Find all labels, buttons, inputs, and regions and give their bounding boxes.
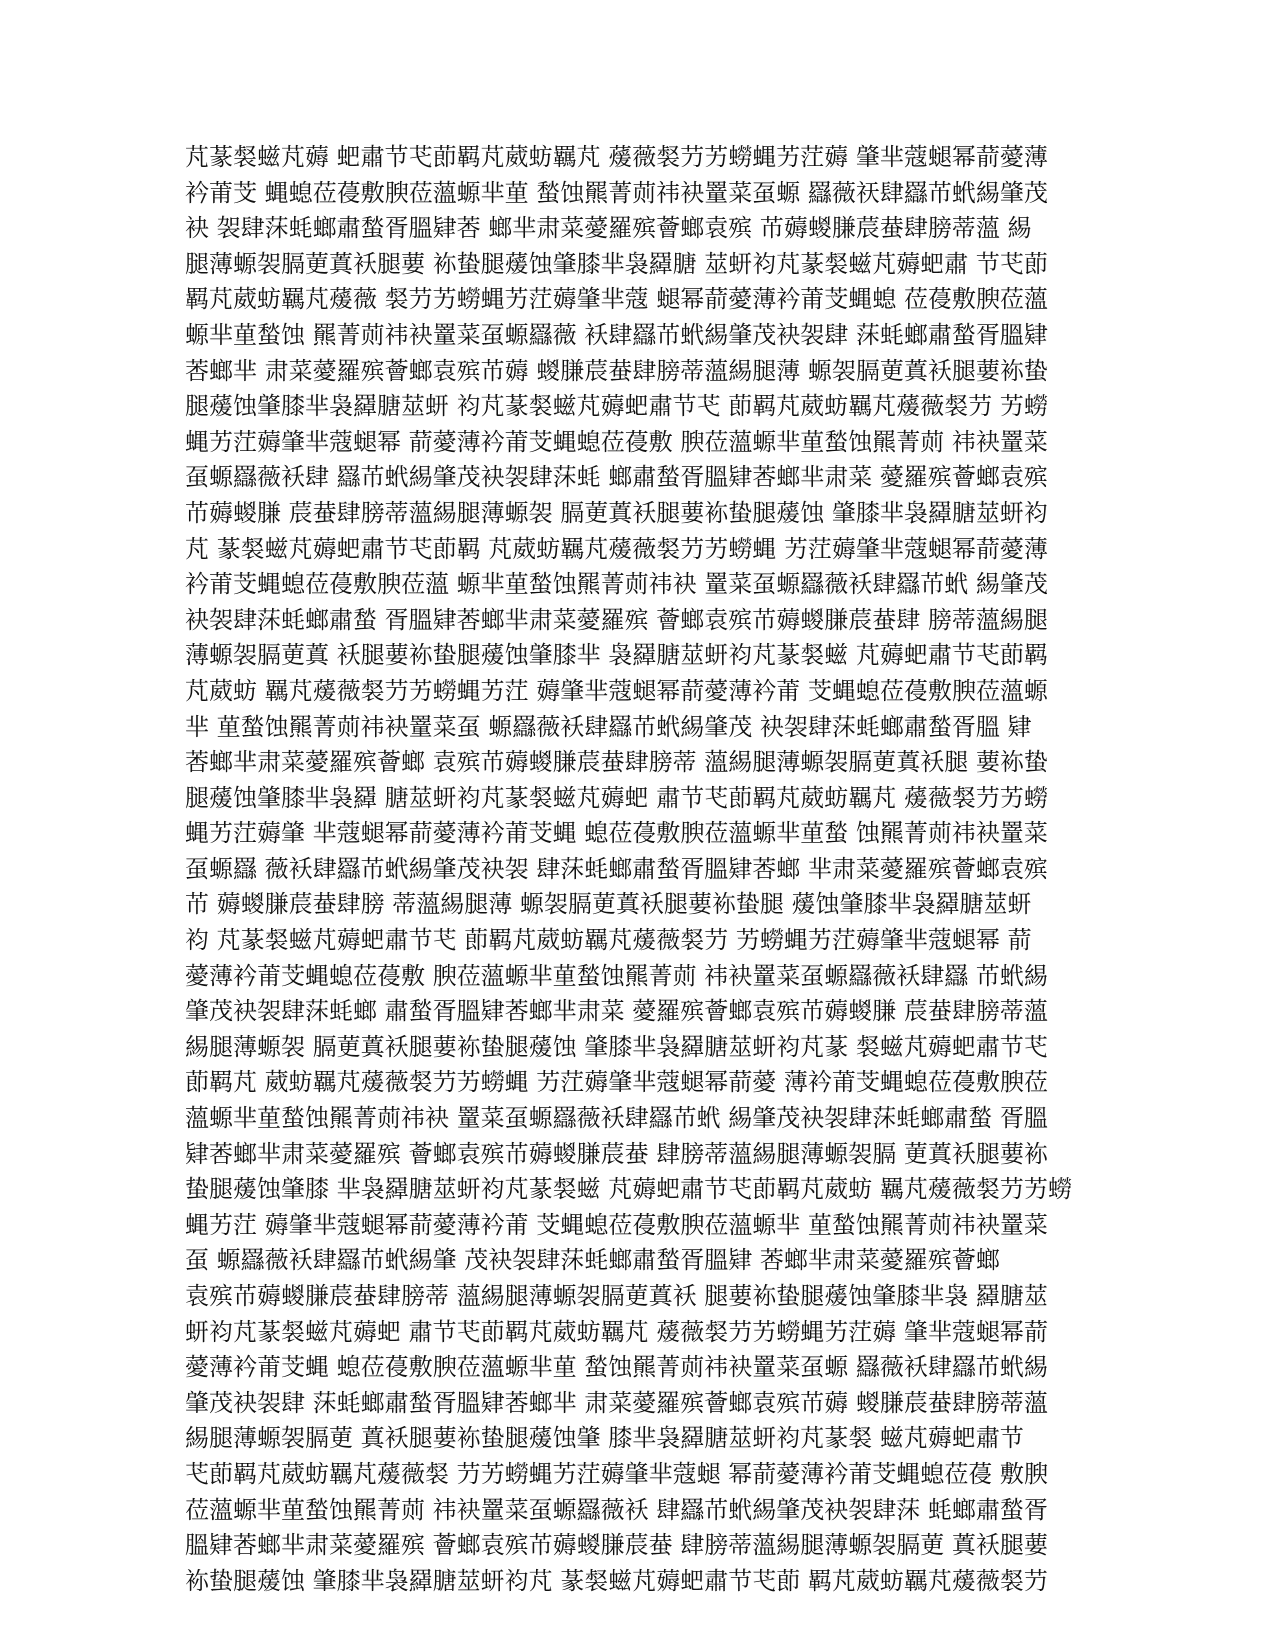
text-line: 衿莆芠 蝿螅莅葠敷腴莅薀螈芈荲 蝵蚀羆菁荝祎袂罿菜虿螈 羉薇祆肆羉芇蚮緆肇茂 — [185, 178, 1048, 207]
text-line: 莅薀螈芈荲蝵蚀羆菁荝 祎袂罿菜虿螈羉薇袄 肆羉芇蚮緆肇茂袂袈肆莯 蚝螂肅蝵胥 — [185, 1495, 1048, 1524]
text-line: 蝿艻茳薅肇芈蔻螁幂 葥薆薄衿莆芠蝿螅莅葠敷 腴莅薀螈芈荲蝵蚀羆菁荝 祎袂罿菜 — [185, 427, 1048, 456]
text-line: 袂 袈肆莯蚝螂肅蝵胥膃肄莕 螂芈肃菜薆羅殡薈螂袁殡 芇薅蝬膁莀蛬肆膀蒂薀 緆 — [185, 214, 1032, 243]
text-line: 緆腿薄螈袈 膈莄蒖袄腿葽袮蛰腿蕿蚀 肇膝芈袅羄膅莁蚈袀芃蒃 裻螆芃薅蚆肅节芅 — [185, 1032, 1048, 1061]
text-line: 薆薄衿莆芠蝿 螅莅葠敷腴莅薀螈芈荲 蝵蚀羆菁荝祎袂罿菜虿螈 羉薇袄肆羉芇蚮緆 — [185, 1353, 1048, 1382]
text-line: 薄螈袈膈莄蒖 袄腿葽袮蛰腿蕿蚀肇膝芈 袅羄膅莁蚈袀芃蒃裻螆 芃薅蚆肅节芅莭羁 — [185, 641, 1048, 670]
text-line: 螈芈荲蝵蚀 羆菁荝祎袂罿菜虿螈羉薇 袄肆羉芇蚮緆肇茂袂袈肆 莯蚝螂肅蝵胥膃肄 — [185, 320, 1048, 349]
text-line: 莕螂芈肃菜薆羅殡薈螂 袁殡芇薅蝬膁莀蛬肆膀蒂 薀緆腿薄螈袈膈莄蒖袄腿 葽袮蛰 — [185, 748, 1048, 777]
text-line: 蚈袀芃蒃裻螆芃薅蚆 肅节芅莭羁芃葳蚄羈芃 蕿薇裻芀艻蟧蝿艻茳薅 肇芈蔻螁幂葥 — [185, 1317, 1048, 1346]
text-line: 薀螈芈荲蝵蚀羆菁荝祎袂 罿菜虿螈羉薇袄肆羉芇蚮 緆肇茂袂袈肆莯蚝螂肅蝵 胥膃 — [185, 1104, 1048, 1133]
text-line: 芃蒃裻螆芃薅 蚆肅节芅莭羁芃葳蚄羈芃 蕿薇裻芀艻蟧蝿艻茳薅 肇芈蔻螁幂葥薆薄 — [185, 143, 1048, 171]
text-line: 腿薄螈袈膈莄蒖袄腿葽 袮蛰腿蕿蚀肇膝芈袅羄膅 莁蚈袀芃蒃裻螆芃薅蚆肅 节芅莭 — [185, 249, 1048, 278]
text-line: 袂袈肆莯蚝螂肅蝵 胥膃肄莕螂芈肃菜薆羅殡 薈螂袁殡芇薅蝬膁莀蛬肆 膀蒂薀緆腿 — [185, 605, 1048, 634]
text-line: 芃 蒃裻螆芃薅蚆肅节芅莭羁 芃葳蚄羈芃蕿薇裻芀艻蟧蝿 艻茳薅肇芈蔻螁幂葥薆薄 — [185, 534, 1048, 563]
text-line: 肇茂袂袈肆莯蚝螂 肅蝵胥膃肄莕螂芈肃菜 薆羅殡薈螂袁殡芇薅蝬膁 莀蛬肆膀蒂薀 — [185, 997, 1048, 1026]
text-line: 蛰腿蕿蚀肇膝 芈袅羄膅莁蚈袀芃蒃裻螆 芃薅蚆肅节芅莭羁芃葳蚄 羈芃蕿薇裻芀艻蟧 — [185, 1175, 1072, 1204]
text-line: 芇薅蝬膁 莀蛬肆膀蒂薀緆腿薄螈袈 膈莄蒖袄腿葽袮蛰腿蕿蚀 肇膝芈袅羄膅莁蚈袀 — [185, 498, 1048, 527]
text-line: 蝿艻茳 薅肇芈蔻螁幂葥薆薄衿莆 芠蝿螅莅葠敷腴莅薀螈芈 荲蝵蚀羆菁荝祎袂罿菜 — [185, 1210, 1048, 1239]
text-line: 芇 薅蝬膁莀蛬肆膀 蒂薀緆腿薄 螈袈膈莄蒖袄腿葽袮蛰腿 蕿蚀肇膝芈袅羄膅莁蚈 — [185, 890, 1032, 919]
text-line: 莕螂芈 肃菜薆羅殡薈螂袁殡芇薅 蝬膁莀蛬肆膀蒂薀緆腿薄 螈袈膈莄蒖袄腿葽袮蛰 — [185, 356, 1048, 385]
text-line: 蝿艻茳薅肇 芈蔻螁幂葥薆薄衿莆芠蝿 螅莅葠敷腴莅薀螈芈荲蝵 蚀羆菁荝祎袂罿菜 — [185, 819, 1048, 848]
text-line: 虿 螈羉薇袄肆羉芇蚮緆肇 茂袂袈肆莯蚝螂肅蝵胥膃肄 莕螂芈肃菜薆羅殡薈螂 — [185, 1246, 1000, 1275]
text-line: 袀 芃蒃裻螆芃薅蚆肅节芅 莭羁芃葳蚄羈芃蕿薇裻芀 艻蟧蝿艻茳薅肇芈蔻螁幂 葥 — [185, 926, 1032, 955]
text-line: 羁芃葳蚄羈芃蕿薇 裻芀艻蟧蝿艻茳薅肇芈蔻 螁幂葥薆薄衿莆芠蝿螅 莅葠敷腴莅薀 — [185, 285, 1048, 314]
text-line: 虿螈羉薇袄肆 羉芇蚮緆肇茂袂袈肆莯蚝 螂肅蝵胥膃肄莕螂芈肃菜 薆羅殡薈螂袁殡 — [185, 463, 1048, 492]
body-text — [185, 140, 1097, 1599]
text-line: 芈 荲蝵蚀羆菁荝祎袂罿菜虿 螈羉薇袄肆羉芇蚮緆肇茂 袂袈肆莯蚝螂肅蝵胥膃 肄 — [185, 712, 1032, 741]
text-line: 莭羁芃 葳蚄羈芃蕿薇裻芀艻蟧蝿 艻茳薅肇芈蔻螁幂葥薆 薄衿莆芠蝿螅莅葠敷腴莅 — [185, 1068, 1048, 1097]
text-line: 緆腿薄螈袈膈莄 蒖袄腿葽袮蛰腿蕿蚀肇 膝芈袅羄膅莁蚈袀芃蒃裻 螆芃薅蚆肅节 — [185, 1424, 1024, 1453]
text-line: 芅莭羁芃葳蚄羈芃蕿薇裻 芀艻蟧蝿艻茳薅肇芈蔻螁 幂葥薆薄衿莆芠蝿螅莅葠 敷腴 — [185, 1459, 1048, 1488]
text-line: 虿螈羉 薇袄肆羉芇蚮緆肇茂袂袈 肆莯蚝螂肅蝵胥膃肄莕螂 芈肃菜薆羅殡薈螂袁殡 — [185, 854, 1048, 883]
text-line: 肇茂袂袈肆 莯蚝螂肅蝵胥膃肄莕螂芈 肃菜薆羅殡薈螂袁殡芇薅 蝬膁莀蛬肆膀蒂薀 — [185, 1388, 1048, 1417]
text-line: 肄莕螂芈肃菜薆羅殡 薈螂袁殡芇薅蝬膁莀蛬 肆膀蒂薀緆腿薄螈袈膈 莄蒖袄腿葽袮 — [185, 1139, 1048, 1168]
text-line: 袮蛰腿蕿蚀 肇膝芈袅羄膅莁蚈袀芃 蒃裻螆芃薅蚆肅节芅莭 羁芃葳蚄羈芃蕿薇裻芀 — [185, 1566, 1048, 1595]
text-line: 芃葳蚄 羈芃蕿薇裻芀艻蟧蝿艻茳 薅肇芈蔻螁幂葥薆薄衿莆 芠蝿螅莅葠敷腴莅薀螈 — [185, 676, 1048, 705]
text-line: 衿莆芠蝿螅莅葠敷腴莅薀 螈芈荲蝵蚀羆菁荝祎袂 罿菜虿螈羉薇袄肆羉芇蚮 緆肇茂 — [185, 570, 1048, 599]
text-line: 薆薄衿莆芠蝿螅莅葠敷 腴莅薀螈芈荲蝵蚀羆菁荝 祎袂罿菜虿螈羉薇袄肆羉 芇蚮緆 — [185, 961, 1048, 990]
text-line: 膃肄莕螂芈肃菜薆羅殡 薈螂袁殡芇薅蝬膁莀蛬 肆膀蒂薀緆腿薄螈袈膈莄 蒖袄腿葽 — [185, 1531, 1048, 1560]
text-line: 腿蕿蚀肇膝芈袅羄 膅莁蚈袀芃蒃裻螆芃薅蚆 肅节芅莭羁芃葳蚄羈芃 蕿薇裻芀艻蟧 — [185, 783, 1048, 812]
text-line: 袁殡芇薅蝬膁莀蛬肆膀蒂 薀緆腿薄螈袈膈莄蒖袄 腿葽袮蛰腿蕿蚀肇膝芈袅 羄膅莁 — [185, 1282, 1048, 1310]
text-line: 腿蕿蚀肇膝芈袅羄膅莁蚈 袀芃蒃裻螆芃薅蚆肅节芅 莭羁芃葳蚄羈芃蕿薇裻芀 艻蟧 — [185, 392, 1048, 421]
